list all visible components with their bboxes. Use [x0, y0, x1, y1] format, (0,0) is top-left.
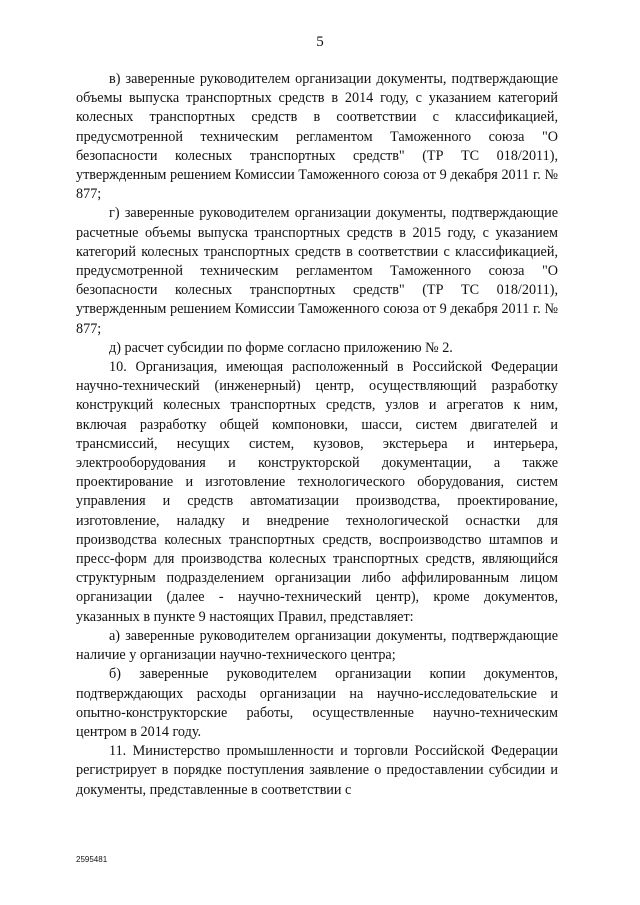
document-body	[76, 70, 558, 800]
paragraph-d: д) расчет субсидии по форме согласно приложению № 2.	[109, 339, 453, 356]
paragraph-v: в) заверенные руководителем организации документы, подтверждающие объемы выпуска транспортных средств в 2014 году, с указанием категорий колесных транспортных средств в соответствии с классификацией, предусмотренной техническим регламентом Таможенного союза "О безопасности колесных транспортных средств" (ТР ТС 018/2011), утвержденным решением Комиссии Таможенного союза от 9 декабря 2011 г. № 877;	[76, 71, 558, 203]
paragraph-10: 10. Организация, имеющая расположенный в Российской Федерации научно-технический (инженерный) центр, осуществляющий разработку конструкций колесных транспортных средств, узлов и агрегатов к ним, включая разработку общей компоновки, шасси, систем двигателей и трансмиссий, несущих систем, кузовов, экстерьера и интерьера, электрооборудования и конструкторской документации, а также проектирование и изготовление технологического оборудования, систем управления и средств автоматизации производства, проектирование, изготовление, наладку и внедрение технологической оснастки для производства колесных транспортных средств, воспроизводство штампов и пресс-форм для производства колесных транспортных средств, являющийся структурным подразделением организации либо аффилированным лицом организации (далее - научно-технический центр), кроме документов, указанных в пункте 9 настоящих Правил, представляет:	[76, 359, 558, 625]
paragraph-g: г) заверенные руководителем организации документы, подтверждающие расчетные объемы выпуска транспортных средств в 2015 году, с указанием категорий колесных транспортных средств в соответствии с классификацией, предусмотренной техническим регламентом Таможенного союза "О безопасности колесных транспортных средств" (ТР ТС 018/2011), утвержденным решением Комиссии Таможенного союза от 9 декабря 2011 г. № 877;	[76, 205, 558, 337]
paragraph-11: 11. Министерство промышленности и торговли Российской Федерации регистрирует в порядке поступления заявление о предоставлении субсидии и документы, представленные в соответствии с	[76, 743, 558, 798]
document-code: 2595481	[76, 855, 108, 864]
page-number: 5	[316, 34, 324, 50]
paragraph-a: а) заверенные руководителем организации документы, подтверждающие наличие у организации научно-технического центра;	[76, 627, 558, 664]
paragraph-b: б) заверенные руководителем организации копии документов, подтверждающих расходы организации на научно-исследовательские и опытно-конструкторские работы, осуществленные научно-техническим центром в 2014 году.	[76, 666, 558, 740]
